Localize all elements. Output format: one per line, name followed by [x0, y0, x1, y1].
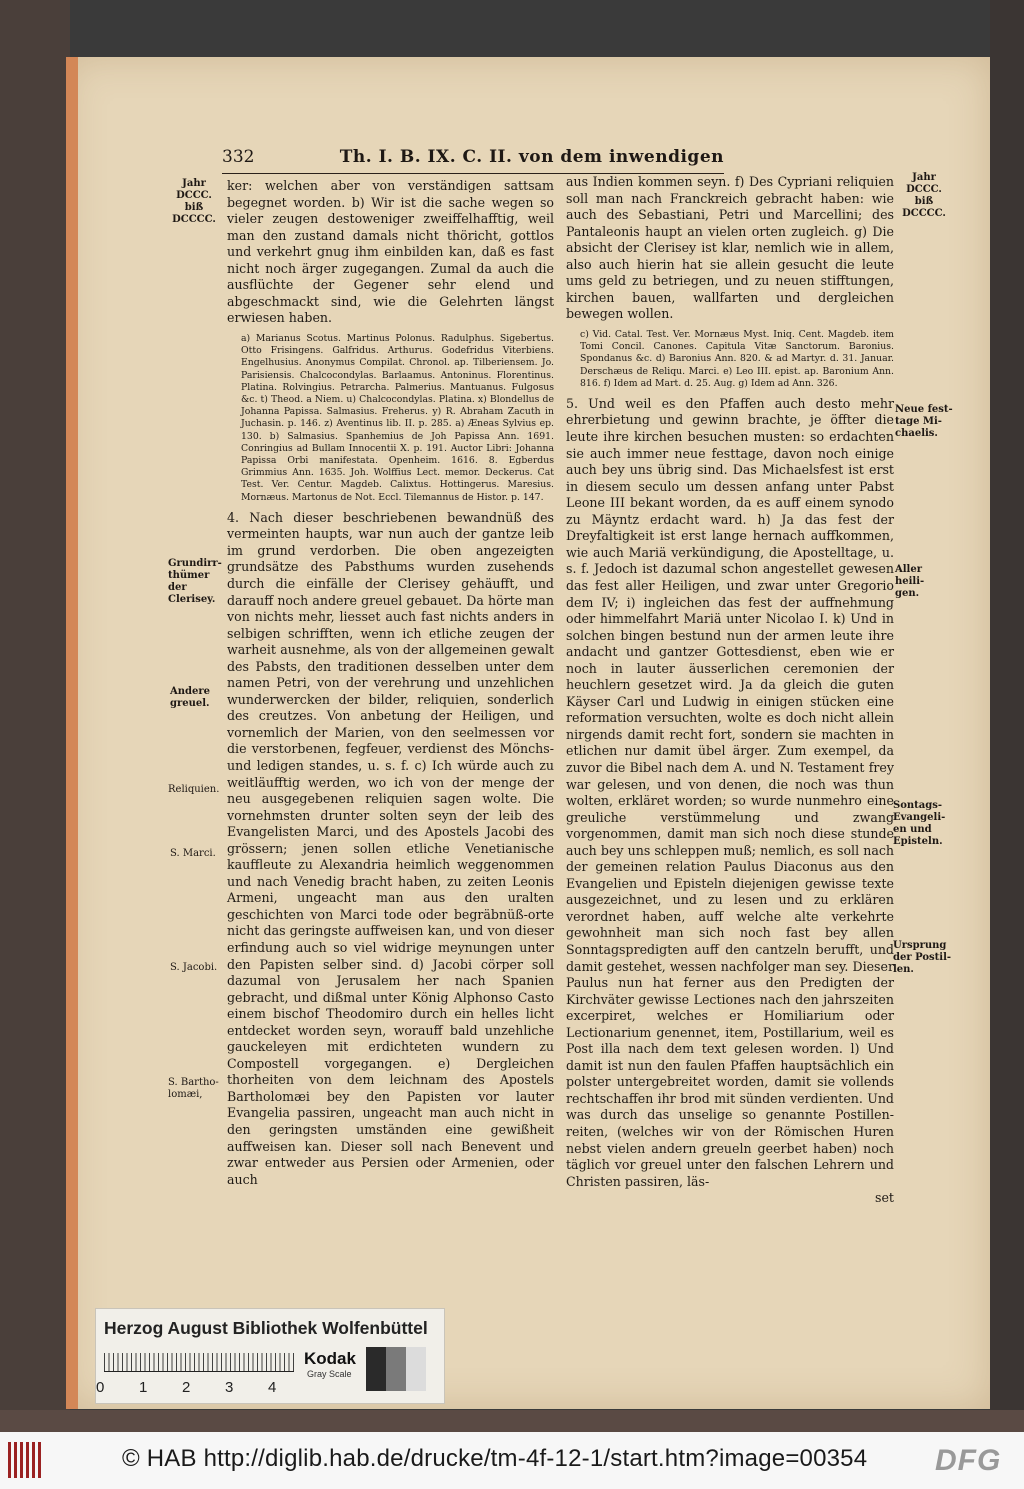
- right-column: [566, 174, 894, 1207]
- scan-backdrop-right: [990, 0, 1024, 1430]
- left-paragraph-2: 4. Nach dieser beschriebenen bewandnüß des vermeinten haupts, war nun auch der gantze leib im grund verdorben. Die oben angezeigten grundsätze des Pabsthums wurden zusehends durch die einfälle der Clerisey gehäufft, und darauff noch andere greuel gebauet. Da hörte man von nichts mehr, liesset auch fast nichts anders in selbigen schrifften, wenn ich etliche zeugen der warheit ausnehme, als von der allgemeinen gewalt des Pabsts, den traditionen desselben unter dem namen Petri, von der verehrung und unzehlichen wunderwercken der bilder, reliquien, sonderlich des creutzes. Von anbetung der Heiligen, und vornemlich der Marien, von den seelmessen vor die verstorbenen, fegfeuer, verdienst des Mönchs- und ledigen standes, u. s. f. c) Ich würde auch zu weitläufftig werden, wo ich von der menge der neu ausgegebenen reliquien sagen wolte. Die vornehmsten drunter solten seyn der leib des Evangelisten Marci, und des Apostels Jacobi des grössern; jenen sollen etliche Venetianische kauffleute zu Alexandria heimlich weggenommen und nach Venedig bracht haben, zu zeiten Leonis Armeni, ungeacht man aus den uralten geschichten von Marci tode oder begräbnüß-orte nicht das geringste auffweisen kan, und von dieser erfindung auch so viel widrige meynungen unter den Papisten selber sind. d) Jacobi cörper soll dazumal von Jerusalem her nach Spanien gebracht, und dißmal unter König Alphonso Casto einem bischof Theodomiro durch ein helles licht entdecket worden seyn, worauff bald unzehliche gauckeleyen mit erdichteten wundern zu Compostell vorgegangen. e) Dergleichen thorheiten von dem leichnam des Apostels Bartholomæi bey den Papisten vor lauter Evangelia passiren, ungeacht man auch nicht in den geringsten umständen eine gewißheit auffweisen kan. Dieser soll nach Benevent und zwar entweder aus Persien oder Armenien, oder auch: [227, 509, 554, 1187]
- hab-logo-icon: [8, 1442, 46, 1478]
- margin-andere-greuel: Andere greuel.: [170, 686, 211, 709]
- ruler-number: 4: [268, 1379, 277, 1396]
- ruler-number: 1: [139, 1379, 148, 1396]
- gray-scale-label: Gray Scale: [307, 1369, 352, 1379]
- viewer-footer: [0, 1432, 1024, 1489]
- margin-neue-festtage: Neue fest- tage Mi- chaelis.: [895, 404, 953, 439]
- left-paragraph-1: ker: welchen aber von verständigen sattsam begegnet worden. b) Wir ist die sache wegen so vieler zeugen destoweniger zweiffelhafftig, weil man den zustand damals nicht thöricht, gottlos und verkehrt gnug ihm einbilden kan, daß es fast nicht noch ärger zugegangen. Zumal da auch die ausflüchte der Gegener sehr elend und abgeschmackt sind, wie die Gelehrten längst erwiesen haben.: [227, 178, 554, 326]
- left-footnotes: a) Marianus Scotus. Martinus Polonus. Radulphus. Sigebertus. Otto Frisingens. Galfridus. Arthurus. Godefridus Viterbiens. Engelhusius. Anonymus Compilat. Chronol. ap. Tilberiensem. Jo. Parisiensis. Chalcocondylas. Barlaamus. Antoninus. Florentinus. Platina. Rolvingius. Petrarcha. Palmerius. Mantuanus. Fulgosus &c. t) Theod. a Niem. u) Chalcocondylas. Platina. x) Blondellus de Johanna Papissa. Salmasius. Freherus. y) R. Abraham Zacuth in Juchasin. p. 146. z) Aventinus lib. II. p. 285. a) Æneas Sylvius ep. 130. b) Salmasius. Spanhemius de Joh Papissa Ann. 1691. Conringius ad Bullam Innocentii X. p. 191. Auctor Libri: Johanna Papissa Orbi manifestata. Openheim. 1616. 8. Egberdus Grimmius Ann. 1635. Joh. Wolffius Lect. memor. Deckerus. Cat Test. Ver. Centur. Magdeb. Calixtus. Hottingerus. Maresius. Mornæus. Martonus de Not. Eccl. Tilemannus de Histor. p. 147.: [241, 332, 554, 503]
- right-footnotes: c) Vid. Catal. Test. Ver. Mornæus Myst. Iniq. Cent. Magdeb. item Tomi Concil. Canones. Capitula Vitæ Sanctorum. Baronius. Spondanus &c. d) Baronius Ann. 820. & ad Martyr. d. 31. Januar. Derschæus de Reliqu. Marci. e) Leo III. epist. ap. Baronium Ann. 816. f) Idem ad Mart. d. 25. Aug. g) Idem ad Ann. 326.: [580, 328, 894, 389]
- right-paragraph-1: aus Indien kommen seyn. f) Des Cypriani reliquien soll man nach Franckreich gebracht haben: wie auch des Sebastiani, Petri und Marcellini; des Pantaleonis haupt an vielen orten zugleich. g) Die absicht der Clerisey ist klar, nemlich wie in allem, also auch hierin hat sie allein gesucht die leute ums geld zu betriegen, und zu neuen stifftungen, kirchen bauen, wallfarten und dergleichen bewegen wollen.: [566, 174, 894, 322]
- margin-years-left: Jahr DCCC. biß DCCCC.: [172, 178, 216, 225]
- gray-patch-mid: [386, 1347, 406, 1391]
- margin-s-jacobi: S. Jacobi.: [170, 962, 218, 973]
- scan-backdrop-bottom: [0, 1410, 1024, 1432]
- ruler-number: 2: [182, 1379, 191, 1396]
- library-color-card: [95, 1308, 445, 1404]
- margin-grundirrthuemer: Grundirr- thümer der Clerisey.: [168, 558, 222, 605]
- right-paragraph-2: 5. Und weil es den Pfaffen auch desto mehr ehrerbietung und gewinn brachte, je öffter die leute ihre kirchen besuchen musten: so erdachten sie auch immer neue festtage, davon noch einige auch bey uns übrig sind. Das Michaelsfest ist erst in diesem seculo um dessen anfang unter Pabst Leone III bekant worden, da es auff einem synodo zu Mäyntz erdacht ward. h) Ja das fest der Dreyfaltigkeit ist erst lange hernach auffkommen, wie auch Mariä verkündigung, die Apostelltage, u. s. f. Jedoch ist dazumal schon angestellet gewesen das fest aller Heiligen, und zwar unter Gregorio dem IV; i) ingleichen das fest der auffnehmung oder himmelfahrt Mariä unter Nicolao I. k) Und in solchen bingen bestund nun der armen leute ihre andacht und gantzer Gottesdienst, eben wie er noch in lauter äusserlichen ceremonien der heuchlern gesetzet wird. Ja da gleich die guten Käyser Carl und Ludwig in einigen stücken eine reformation versuchten, wolte es doch nicht allein nirgends damit recht fort, sondern sie machten in etlichen nur damit übel ärger. Zum exempel, da zuvor die Bibel nach dem A. und N. Testament frey war gelesen, und von denen, die noch was thun wolten, erkläret worden; so wurde nunmehro eine greuliche verstümmelung und zwang vorgenommen, damit man sich noch diese stunde auch bey uns schleppen muß; nemlich, es soll nach der gemeinen relation Paulus Diaconus aus den Evangelien und Episteln diejenigen gewisse texte ausgezeichnet, und zu lesen und zu erklären verordnet haben, auff welche alte verkehrte gewohnheit man sich noch fast bey allen Sonntagspredigten auff den cantzeln berufft, und damit gestehet, wessen nachfolger man sey. Dieser Paulus nun hat ferner aus den Predigten der Kirchväter gewisse Lectiones nach den jahrszeiten excerpiret, welches er Homiliarium oder Lectionarium genennet, item, Postillarium, weil es Post illa nach dem text gelesen worden. l) Und damit ist nun den faulen Pfaffen hauptsächlich ein polster untergebreitet worden, damit sie vollends rechtschaffen ihr brod mit sünden verdienten. Und was durch das unselige so genannte Postillen-reiten, (welches wir von der Römischen Huren nebst vielen andern greueln geerbet haben) noch täglich vor greuel unter den falschen Lehrern und Christen passiren, läs-: [566, 395, 894, 1189]
- copyright-link[interactable]: © HAB http://diglib.hab.de/drucke/tm-4f-12-1/start.htm?image=00354: [122, 1445, 868, 1472]
- ruler-number: 0: [96, 1379, 105, 1396]
- margin-s-marci: S. Marci.: [170, 848, 216, 859]
- page-edge: [66, 57, 78, 1409]
- running-head: Th. I. B. IX. C. II. von dem inwendigen: [339, 147, 724, 167]
- margin-ursprung-postillen: Ursprung der Postil- len.: [893, 940, 952, 975]
- page-number: 332: [222, 147, 255, 167]
- scan-backdrop-left: [0, 0, 70, 1430]
- ruler-number: 3: [225, 1379, 234, 1396]
- ruler-ticks: [104, 1353, 294, 1371]
- gray-patch-light: [406, 1347, 426, 1391]
- margin-s-bartholomaei: S. Bartho- lomæi,: [168, 1077, 219, 1100]
- left-column: [227, 178, 554, 1188]
- kodak-label: Kodak: [304, 1349, 356, 1368]
- margin-aller-heiligen: Aller heili- gen.: [895, 564, 925, 599]
- scale-ruler: [104, 1347, 294, 1372]
- catchword: set: [875, 1190, 894, 1206]
- gray-patch-dark: [366, 1347, 386, 1391]
- margin-sonntags-evangelien: Sontags- Evangeli- en und Episteln.: [893, 800, 946, 847]
- margin-years-right: Jahr DCCC. biß DCCCC.: [902, 172, 946, 219]
- margin-reliquien: Reliquien.: [168, 784, 220, 795]
- dfg-logo: DFG: [935, 1444, 1002, 1477]
- page-header: [222, 147, 724, 174]
- library-name: Herzog August Bibliothek Wolfenbüttel: [104, 1318, 428, 1338]
